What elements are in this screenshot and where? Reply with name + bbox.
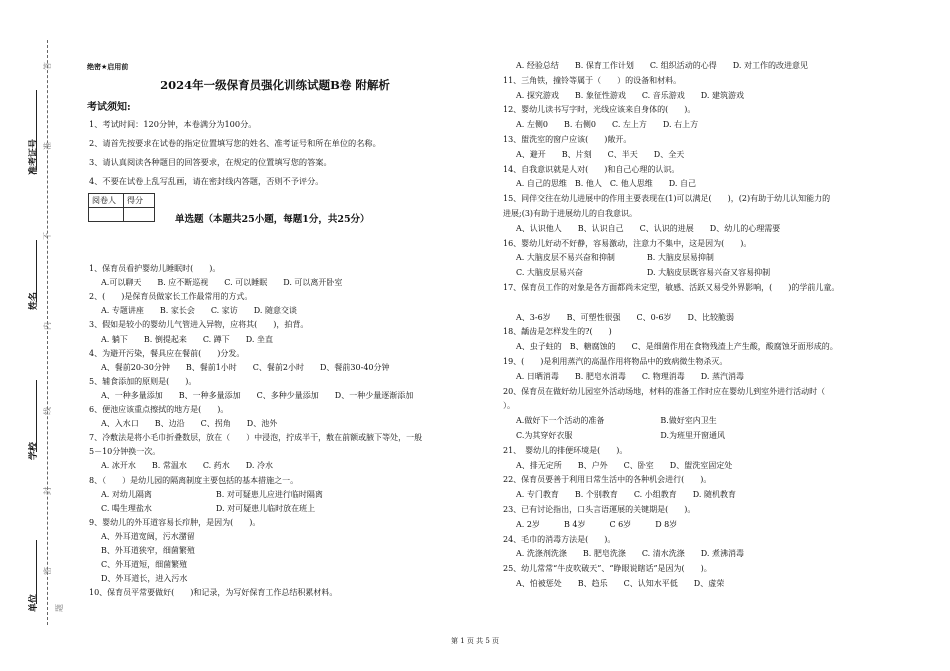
- seal-word: 密: [43, 567, 52, 575]
- question-text: 23、已有讨论指出，口头言语運展的关键期是( )。: [503, 505, 696, 514]
- question-text: 9、婴幼儿的外耳道容易长疖肿，是因为( )。: [89, 517, 261, 527]
- answer-options: C、外耳道短，细菌繁殖: [101, 560, 188, 570]
- question-text: 2、( )是保育员做家长工作最常用的方式。: [89, 292, 253, 302]
- label-exam-number: 准考证号: [29, 138, 39, 175]
- question-text: 10、保育员平常要做好( )和记录，为写好保育工作总结积累材料。: [89, 588, 338, 598]
- notice-item: 2、请首先按要求在试卷的指定位置填写您的姓名、准考证号和所在单位的名称。: [89, 138, 381, 148]
- answer-options: A. 2岁 B 4岁 C 6岁 D 8岁: [516, 519, 678, 529]
- question-text: 1、保育员看护婴幼儿睡眠时( )。: [89, 264, 221, 273]
- answer-options: D、外耳道长，进入污水: [101, 574, 188, 584]
- section-heading: 单选题（本题共25小题，每题1分，共25分）: [175, 214, 370, 225]
- question-text: ）。: [503, 401, 515, 411]
- answer-options: A、虫子蛀的 B、糖腐蚀的 C、是细菌作用在食物残渣上产生酸，酸腐蚀牙面形成的。: [516, 342, 838, 352]
- question-text: 25、幼儿常常“牛皮吹破天”、“睁眼说瞎话”是因为( )。: [503, 564, 712, 574]
- school-field-line: [36, 380, 37, 452]
- seal-word: 线: [43, 407, 52, 415]
- question-text: 进展;(3)有助于进展幼儿的自我意识。: [503, 209, 638, 218]
- answer-options: A. 洗涤剂洗涤 B. 肥皂洗涤 C. 清水洗涤 D. 煮沸消毒: [516, 549, 744, 559]
- answer-options: A. 躺下 B. 倒提起来 C. 蹲下 D. 坐直: [101, 334, 273, 344]
- score-table-grader-cell[interactable]: [89, 208, 124, 222]
- label-school: 学校: [29, 441, 39, 460]
- question-text: 5－10分钟换一次。: [89, 447, 161, 457]
- question-text: 17、保育员工作的对象是各方面都尚未定型，敏感、活跃又易受外界影响，( )的学前儿童。: [503, 283, 840, 292]
- question-text: 4、为避开污染，餐具应在餐前( )分发。: [89, 348, 245, 358]
- secret-label: 绝密★启用前: [87, 63, 129, 71]
- answer-options: A. 自己的思维 B. 他人 C. 他人思维 D. 自己: [516, 179, 696, 189]
- notice-item: 1、考试时间：120分钟，本卷满分为100分。: [89, 119, 257, 129]
- answer-options: B、外耳道狭窄，细菌繁殖: [101, 546, 195, 555]
- page-title: 2024年一级保育员强化训练试题B卷 附解析: [160, 78, 390, 92]
- unit-field-line: [36, 540, 37, 604]
- score-table: [88, 193, 155, 222]
- label-name: 姓名: [29, 291, 39, 310]
- answer-options: A、3-6岁 B、可塑性很强 C、0-6岁 D、比较脆弱: [516, 312, 734, 322]
- answer-options: A. 冰开水 B. 常温水 C. 药水 D. 冷水: [101, 461, 273, 471]
- answer-options: A. 日晒消毒 B. 肥皂水消毒 C. 物理消毒 D. 蒸汽消毒: [516, 371, 744, 381]
- answer-options: A.可以聊天 B. 应不断巡视 C. 可以睡眠 D. 可以离开卧室: [101, 278, 343, 288]
- answer-options: A、排无定所 B、户外 C、卧室 D、盥洗室固定处: [516, 460, 733, 470]
- question-text: 6、便池应该重点擦拭的地方是( )。: [89, 405, 229, 414]
- answer-options: C. 喝生理盐水 D. 对可疑患儿临时放在班上: [101, 503, 316, 513]
- question-text: 22、保育员要善于利用日常生活中的各种机会进行( )。: [503, 475, 712, 485]
- answer-options: C. 大脑皮层易兴奋 D. 大脑皮层既容易兴奋又容易抑制: [516, 268, 771, 278]
- question-text: 5、辅食添加的原则是( )。: [89, 376, 197, 386]
- answer-options: A、入水口 B、边沿 C、拐角 D、池外: [101, 419, 278, 429]
- answer-options: A、外耳道宽阔，污水潴留: [101, 531, 195, 541]
- score-table-score-cell[interactable]: [124, 208, 155, 222]
- seal-word: 准: [43, 142, 52, 150]
- answer-options: A、一种多量添加 B、一种多量添加 C、多种少量添加 D、一种少量逐渐添加: [101, 390, 414, 400]
- question-text: 20、保育员在做好幼儿园室外活动场地，材料的准备工作时应在婴幼儿到室外进行活动时（: [503, 386, 826, 396]
- seal-word: 题: [55, 604, 64, 612]
- question-text: 19、( )是利用蒸汽的高温作用将物品中的致病微生物杀灭。: [503, 357, 728, 366]
- seal-word: 不: [43, 232, 52, 240]
- question-text: 16、婴幼儿好动不好静，容易激动，注意力不集中，这是因为( )。: [503, 238, 752, 248]
- question-text: 13、盥洗室的窗户应该( )敞开。: [503, 135, 632, 144]
- answer-options: A.做好下一个活动的准备 B.做好室内卫生: [516, 416, 717, 426]
- question-text: 8、（ ）是幼儿园的隔离制度主要包括的基本措施之一。: [89, 475, 299, 485]
- answer-options: A. 专门教育 B. 个别教育 C. 小组教育 D. 随机教育: [516, 490, 736, 500]
- answer-options: A. 左侧0 B. 右侧0 C. 左上方 D. 右上方: [516, 120, 699, 130]
- answer-options: C.为其穿好衣服 D.为班里开窗通风: [516, 431, 726, 440]
- answer-options: A. 专题讲座 B. 家长会 C. 家访 D. 随意交谈: [101, 306, 297, 316]
- seal-dashed-line: [47, 40, 48, 625]
- question-text: 3、假如是较小的婴幼儿气管进入异物，应将其( )，拍背。: [89, 320, 309, 330]
- question-text: 15、同伴交往在幼儿进展中的作用主要表现在(1)可以满足( )，(2)有助于幼儿认知能力的: [503, 194, 831, 204]
- label-unit: 单位: [29, 593, 39, 612]
- question-text: 18、龋齿是怎样发生的?( ): [503, 327, 612, 337]
- score-table-grader-header: 阅卷人: [89, 194, 124, 208]
- seal-word: 封: [43, 487, 52, 495]
- question-text: 11、三角铁，撞铃等属于（ ）的设备和材料。: [503, 75, 682, 85]
- question-text: 24、毛巾的消毒方法是( )。: [503, 534, 616, 544]
- answer-options: A、避开 B、片刻 C、半天 D、全天: [516, 149, 685, 159]
- question-text: 21、 婴幼儿的排便环境是( )。: [503, 445, 628, 455]
- notice-item: 3、请认真阅读各种题目的回答要求，在规定的位置填写您的答案。: [89, 157, 332, 167]
- answer-options: A、怕被惩处 B、趋乐 C、认知水平低 D、虚荣: [516, 579, 725, 588]
- notice-item: 4、不要在试卷上乱写乱画，请在密封线内答题，否则不予评分。: [89, 176, 324, 186]
- question-text: 7、冷敷法是将小毛巾折叠数层，放在（ ）中浸泡，拧成半干，敷在前额或腋下等处，一般: [89, 433, 423, 443]
- answer-options: A、餐前20-30分钟 B、餐前1小时 C、餐前2小时 D、餐前30-40分钟: [101, 362, 390, 372]
- name-field-line: [36, 240, 37, 302]
- score-table-score-header: 得分: [124, 194, 155, 208]
- exam-number-field-line: [36, 90, 37, 170]
- answer-options: A. 对幼儿隔离 B. 对可疑患儿应进行临时隔离: [101, 489, 323, 499]
- question-text: 12、婴幼儿读书写字时，光线应该来自身体的( )。: [503, 105, 696, 115]
- seal-word: 答: [43, 62, 52, 70]
- question-text: 14、自我意识就是人对( )和自己心理的认识。: [503, 164, 680, 174]
- answer-options: A. 探究游戏 B. 象征性游戏 C. 音乐游戏 D. 建筑游戏: [516, 90, 744, 100]
- answer-options: A. 经验总结 B. 保育工作计划 C. 组织活动的心得 D. 对工作的改进意见: [516, 61, 808, 70]
- answer-options: A. 大脑皮层不易兴奋和抑制 B. 大脑皮层易抑制: [516, 253, 714, 263]
- answer-options: A、认识他人 B、认识自己 C、认识的进展 D、幼儿的心理需要: [516, 223, 781, 233]
- notice-heading: 考试须知:: [87, 102, 131, 113]
- binding-strip: [0, 0, 70, 671]
- seal-word: 内: [43, 322, 52, 330]
- page-footer: 第 1 页 共 5 页: [450, 637, 500, 645]
